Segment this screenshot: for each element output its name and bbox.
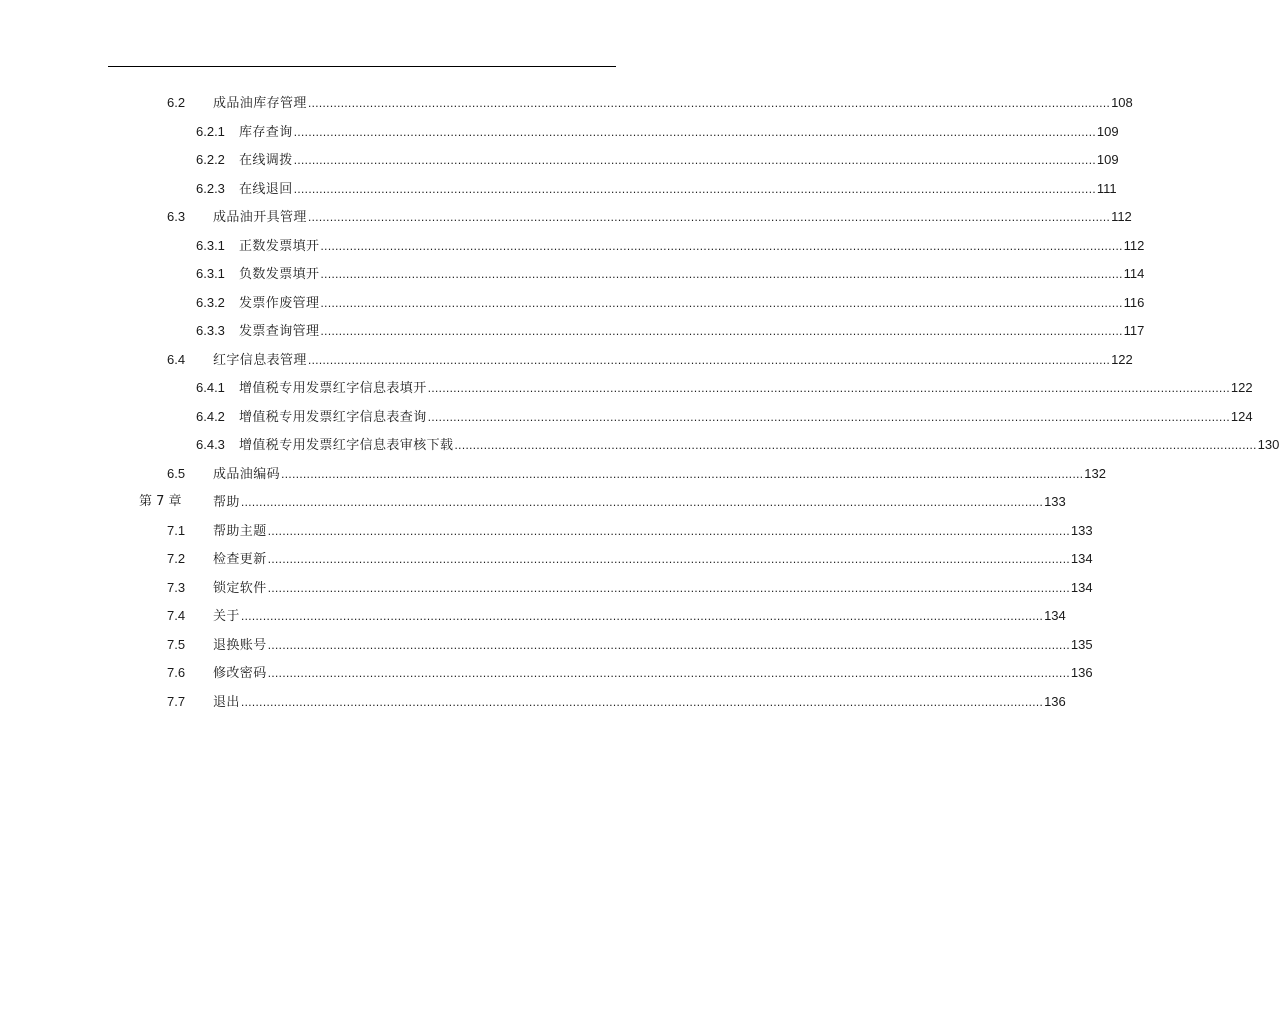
toc-entry-line [213, 545, 1093, 575]
toc-entry-page-number: 133 [1044, 494, 1066, 509]
toc-entry-number: 7.1 [167, 522, 186, 538]
toc-entry-title: 正数发票填开 [239, 238, 320, 254]
table-of-contents [0, 89, 1279, 716]
toc-entry-line [239, 403, 1253, 433]
toc-entry-number: 6.2.3 [196, 180, 225, 196]
toc-entry-page-number: 116 [1123, 294, 1145, 310]
toc-entry-number: 6.2 [167, 95, 186, 110]
toc-entry-page-number: 111 [1096, 180, 1117, 196]
toc-entry-page-number: 117 [1123, 323, 1145, 338]
toc-entry-line [213, 688, 1066, 718]
toc-entry-number: 6.3.1 [196, 266, 225, 281]
toc-entry[interactable] [0, 545, 1093, 574]
toc-entry[interactable] [0, 317, 1145, 346]
toc-entry-title: 在线退回 [239, 181, 293, 197]
toc-entry-number: 第 7 章 [139, 494, 182, 509]
toc-entry[interactable] [0, 175, 1117, 204]
toc-entry-title: 增值税专用发票红字信息表填开 [239, 381, 427, 396]
toc-entry-number: 6.4 [167, 351, 186, 367]
toc-entry-line [239, 431, 1279, 461]
toc-entry-page-number: 108 [1111, 95, 1133, 110]
toc-entry-line [213, 203, 1132, 233]
toc-entry[interactable] [0, 431, 1279, 460]
toc-dot-leader: ............................................................................................................................................................................................................................ [454, 439, 1257, 452]
toc-entry[interactable] [0, 89, 1133, 118]
toc-entry-number: 6.3.1 [196, 237, 225, 253]
toc-dot-leader: ............................................................................................................................................................................................................................ [281, 467, 1084, 481]
toc-dot-leader: ............................................................................................................................................................................................................................ [320, 296, 1123, 310]
toc-entry-number: 7.6 [167, 665, 186, 680]
toc-entry[interactable] [0, 374, 1253, 403]
toc-entry[interactable] [0, 146, 1119, 175]
toc-entry-line [239, 289, 1145, 319]
toc-entry-number: 6.5 [167, 465, 186, 481]
toc-entry-number: 6.2.1 [196, 123, 225, 139]
toc-entry-number: 6.4.3 [196, 437, 225, 452]
toc-entry-number: 6.3 [167, 209, 186, 224]
toc-entry-line [213, 488, 1066, 518]
toc-entry-title: 修改密码 [213, 666, 267, 681]
toc-entry[interactable] [0, 659, 1093, 688]
toc-entry[interactable] [0, 688, 1066, 717]
toc-entry-number: 7.4 [167, 608, 186, 623]
toc-entry-title: 锁定软件 [213, 580, 267, 596]
toc-entry-page-number: 136 [1070, 665, 1093, 680]
toc-dot-leader: ............................................................................................................................................................................................................................ [293, 125, 1096, 139]
toc-entry-title: 成品油库存管理 [213, 96, 307, 111]
toc-entry-title: 红字信息表管理 [213, 352, 307, 368]
toc-dot-leader: ............................................................................................................................................................................................................................ [267, 638, 1070, 652]
toc-entry-title: 帮助 [213, 495, 240, 510]
toc-entry-page-number: 130 [1257, 437, 1279, 452]
toc-dot-leader: ............................................................................................................................................................................................................................ [240, 610, 1044, 623]
toc-entry-line [213, 89, 1133, 119]
toc-dot-leader: ............................................................................................................................................................................................................................ [240, 496, 1044, 509]
toc-entry-line [213, 517, 1093, 547]
toc-entry-page-number: 122 [1230, 380, 1253, 395]
toc-entry-line [213, 631, 1093, 661]
toc-entry-line [239, 118, 1119, 148]
toc-entry-number: 6.2.2 [196, 152, 225, 167]
toc-entry-title: 退换账号 [213, 637, 267, 653]
toc-entry-page-number: 133 [1070, 522, 1093, 538]
toc-entry-title: 关于 [213, 609, 240, 624]
toc-dot-leader: ............................................................................................................................................................................................................................ [293, 154, 1096, 167]
toc-entry-line [239, 317, 1145, 347]
toc-entry-page-number: 134 [1070, 579, 1093, 595]
toc-entry-page-number: 134 [1070, 551, 1093, 566]
header-rule [108, 66, 616, 67]
toc-dot-leader: ............................................................................................................................................................................................................................ [427, 382, 1230, 395]
toc-entry-line [239, 175, 1117, 205]
toc-entry-title: 增值税专用发票红字信息表查询 [239, 409, 427, 425]
toc-entry-number: 6.3.3 [196, 323, 225, 338]
toc-entry[interactable] [0, 460, 1106, 489]
toc-entry-page-number: 136 [1044, 693, 1066, 709]
toc-entry-line [213, 659, 1093, 689]
toc-entry[interactable] [0, 574, 1093, 603]
toc-entry-page-number: 122 [1111, 351, 1133, 367]
toc-entry[interactable] [0, 346, 1133, 375]
toc-entry-line [239, 146, 1119, 176]
toc-entry-title: 退出 [213, 694, 240, 710]
toc-dot-leader: ............................................................................................................................................................................................................................ [307, 211, 1111, 224]
toc-entry-title: 发票查询管理 [239, 324, 320, 339]
toc-entry-title: 库存查询 [239, 124, 293, 140]
toc-entry-title: 增值税专用发票红字信息表审核下载 [239, 438, 454, 453]
toc-dot-leader: ............................................................................................................................................................................................................................ [307, 353, 1111, 367]
toc-entry-page-number: 114 [1123, 266, 1145, 281]
toc-dot-leader: ............................................................................................................................................................................................................................ [240, 695, 1044, 709]
toc-entry-line [213, 460, 1106, 490]
toc-entry-page-number: 112 [1111, 209, 1132, 224]
toc-entry-title: 在线调拨 [239, 153, 293, 168]
toc-entry[interactable] [0, 488, 1066, 517]
toc-entry[interactable] [0, 118, 1119, 147]
toc-entry[interactable] [0, 289, 1145, 318]
toc-entry-number: 6.4.2 [196, 408, 225, 424]
toc-entry-page-number: 109 [1096, 123, 1119, 139]
toc-entry-number: 6.3.2 [196, 294, 225, 310]
toc-dot-leader: ............................................................................................................................................................................................................................ [320, 268, 1123, 281]
toc-entry-number: 7.7 [167, 693, 186, 709]
toc-entry-line [213, 574, 1093, 604]
toc-entry[interactable] [0, 203, 1132, 232]
toc-entry-number: 6.4.1 [196, 380, 225, 395]
toc-dot-leader: ............................................................................................................................................................................................................................ [267, 524, 1070, 538]
toc-entry-page-number: 132 [1084, 465, 1106, 481]
toc-entry-title: 负数发票填开 [239, 267, 320, 282]
toc-dot-leader: ............................................................................................................................................................................................................................ [267, 553, 1070, 566]
toc-entry[interactable] [0, 260, 1145, 289]
toc-entry-line [239, 260, 1145, 290]
toc-dot-leader: ............................................................................................................................................................................................................................ [293, 182, 1096, 196]
toc-entry-number: 7.3 [167, 579, 186, 595]
toc-entry-title: 检查更新 [213, 552, 267, 567]
toc-entry[interactable] [0, 403, 1253, 432]
toc-entry-page-number: 134 [1044, 608, 1066, 623]
toc-dot-leader: ............................................................................................................................................................................................................................ [267, 667, 1070, 680]
toc-entry-line [213, 602, 1066, 632]
toc-dot-leader: ............................................................................................................................................................................................................................ [320, 325, 1123, 338]
toc-entry-page-number: 109 [1096, 152, 1119, 167]
toc-entry-line [213, 346, 1133, 376]
toc-entry[interactable] [0, 631, 1093, 660]
toc-entry-title: 发票作废管理 [239, 295, 320, 311]
toc-dot-leader: ............................................................................................................................................................................................................................ [427, 410, 1230, 424]
toc-entry-number: 7.2 [167, 551, 186, 566]
toc-entry-number: 7.5 [167, 636, 186, 652]
toc-entry-line [239, 374, 1253, 404]
toc-entry-page-number: 124 [1230, 408, 1253, 424]
toc-entry[interactable] [0, 232, 1145, 261]
toc-entry-title: 帮助主题 [213, 523, 267, 539]
toc-entry-page-number: 112 [1123, 237, 1145, 253]
toc-entry-line [239, 232, 1145, 262]
toc-entry[interactable] [0, 517, 1093, 546]
toc-entry[interactable] [0, 602, 1066, 631]
toc-dot-leader: ............................................................................................................................................................................................................................ [307, 97, 1111, 110]
toc-entry-title: 成品油开具管理 [213, 210, 307, 225]
toc-dot-leader: ............................................................................................................................................................................................................................ [320, 239, 1123, 253]
toc-entry-page-number: 135 [1070, 636, 1093, 652]
toc-entry-title: 成品油编码 [213, 466, 281, 482]
toc-dot-leader: ............................................................................................................................................................................................................................ [267, 581, 1070, 595]
